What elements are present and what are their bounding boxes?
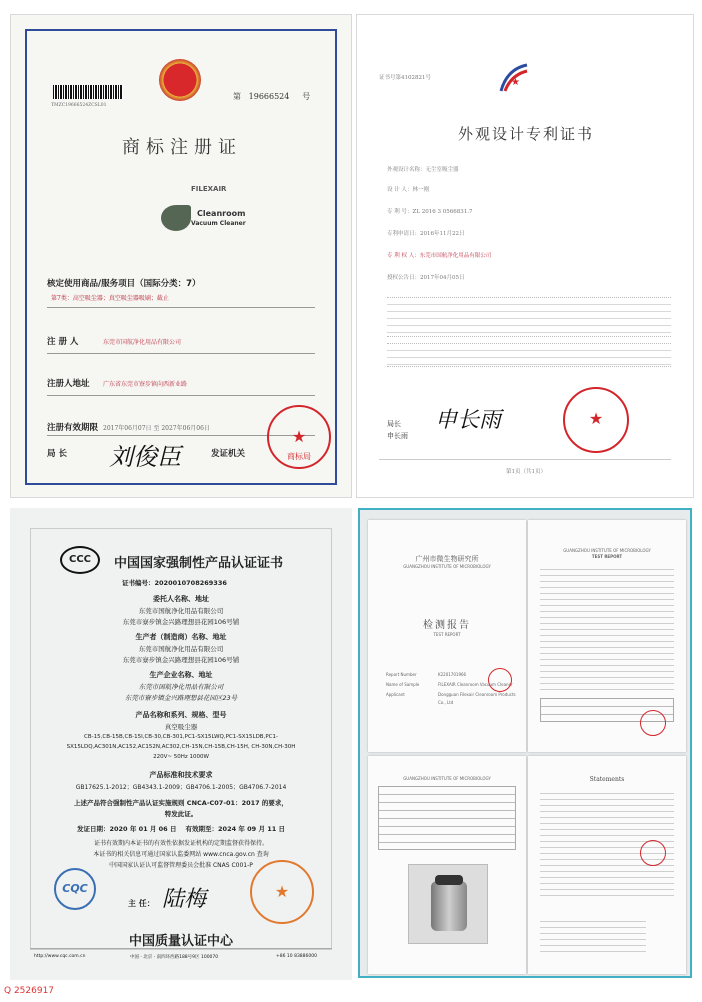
institute-name-cn: 广州市微生物研究所 [415, 555, 479, 563]
cert-number-row [122, 578, 227, 587]
rule-line-1: 上述产品符合强制性产品认证实施规则 CNCA-C07-01：2017 的要求， [74, 799, 288, 807]
patent-body-text [387, 343, 671, 367]
goods-label: 核定使用商品/服务项目（国际分类：7） [47, 279, 201, 289]
patent-office-logo-icon [497, 61, 531, 95]
watermark-text: Q 2526917 [4, 986, 55, 996]
registrant-label: 注 册 人 [47, 337, 79, 347]
rule-line-2: 特发此证。 [164, 810, 198, 818]
sample-name: FILEXAIR Cleanroom Vacuum Cleaner [438, 682, 513, 687]
divider [379, 459, 671, 460]
expiry-date: 有效期至：2024 年 09 月 11 日 [185, 825, 286, 833]
divider [47, 353, 315, 354]
director-signature: 陆梅 [162, 887, 207, 912]
brand-logo-icon [161, 205, 191, 231]
seal-star-icon: ★ [291, 427, 307, 446]
sign-label-2: 申长雨 [387, 432, 408, 440]
issuer-label: 发证机关 [211, 449, 246, 459]
cqc-center-name: 中国质量认证中心 [128, 934, 233, 949]
red-seal-icon [640, 840, 666, 866]
design-name: 外观设计名称：无尘室吸尘器 [387, 167, 459, 173]
address-label: 注册人地址 [47, 379, 90, 389]
report-title-cn: 检测报告 [423, 620, 471, 631]
sign-label-1: 局长 [387, 420, 401, 428]
patent-title: 外观设计专利证书 [457, 125, 594, 143]
product-heading: 产品名称和系列、规格、型号 [135, 711, 227, 719]
seal-star-icon: ★ [274, 882, 290, 901]
footer-address: 中国 · 北京 · 南四环西路188号9区 100070 [130, 955, 219, 960]
page-header: GUANGZHOU INSTITUTE OF MICROBIOLOGY [563, 548, 651, 553]
report-title-en: TEST REPORT [433, 632, 461, 637]
director-label: 局 长 [47, 449, 67, 459]
cert-number: 2020010708269336 [154, 579, 227, 587]
issue-date: 发证日期：2020 年 01 月 06 日 [76, 825, 177, 833]
ccc-title: 中国国家强制性产品认证证书 [114, 556, 284, 571]
footer-phone: +86 10 83886000 [276, 954, 317, 959]
report-text-lines [540, 564, 674, 694]
client-heading: 委托人名称、地址 [153, 595, 209, 603]
brand-logo-top: FILEXAIR [191, 185, 227, 193]
client-name: 东莞市国航净化用品有限公司 [138, 607, 224, 615]
standard-heading: 产品标准和技术要求 [149, 771, 213, 779]
director-signature: 刘俊臣 [109, 443, 181, 471]
ccc-certificate [10, 508, 352, 980]
valid-label: 注册有效期限 [47, 423, 99, 433]
report-sample-page [368, 756, 526, 974]
institute-name-en: GUANGZHOU INSTITUTE OF MICROBIOLOGY [403, 564, 491, 569]
sample-label: Name of Sample [386, 682, 420, 687]
svg-text:★: ★ [511, 77, 520, 88]
approval-note: 中国国家认证认可监督管理委员会批准 CNAS C001-P [109, 862, 253, 869]
divider [30, 948, 332, 949]
patent-number: 专 利 号：ZL 2016 3 0566831.7 [387, 209, 473, 215]
vacuum-cleaner-image [431, 881, 467, 931]
applicant-line-2: Co., Ltd [438, 700, 454, 705]
report-number: K2201701966 [438, 672, 467, 677]
director-label: 主 任： [128, 899, 155, 908]
application-date: 专利申请日：2016年11月22日 [387, 231, 465, 237]
applicant-label: Applicant [386, 692, 405, 697]
registrant-value: 东莞市国航净化用品有限公司 [103, 339, 182, 346]
statements-title: Statements [589, 776, 625, 783]
sample-photo [408, 864, 488, 944]
grant-date: 授权公告日：2017年04月05日 [387, 275, 465, 281]
divider [47, 395, 315, 396]
issue-dates [10, 824, 352, 833]
red-seal-icon [640, 710, 666, 736]
sample-info-table [378, 786, 516, 850]
report-number-label: Report Number [386, 672, 417, 677]
factory-address: 东莞市寮步镇金兴路理想县花园区23号 [124, 694, 238, 702]
client-address: 东莞市寮步镇金兴路理想县花园106号铺 [122, 618, 240, 626]
patent-body-text [387, 297, 671, 337]
brand-logo-line1: Cleanroom [197, 209, 246, 218]
registration-number: 第 19666524 号 [233, 92, 311, 101]
manufacturer-address: 东莞市寮步镇金兴路理想县花园106号铺 [122, 656, 240, 664]
patent-cert-number: 证书号第4102821号 [379, 75, 431, 81]
report-cover-page [368, 520, 526, 752]
standard-list: GB17625.1-2012；GB4343.1-2009；GB4706.1-2005；GB4706.7-2014 [75, 784, 287, 791]
designer: 设 计 人：林一刚 [387, 187, 429, 193]
seal-text: 商标局 [287, 452, 311, 461]
manufacturer-name: 东莞市国航净化用品有限公司 [138, 645, 224, 653]
product-rating: 220V~ 50Hz 1000W [153, 754, 209, 760]
national-emblem-icon [159, 59, 201, 101]
page-title: TEST REPORT [591, 554, 623, 559]
goods-value: 第7类：高空吸尘器；真空吸尘器吸刷；截止 [51, 295, 169, 302]
patent-signature: 申长雨 [435, 408, 502, 433]
report-data-page [528, 520, 686, 752]
page-header: GUANGZHOU INSTITUTE OF MICROBIOLOGY [403, 776, 491, 781]
trademark-certificate [10, 14, 352, 498]
footer-website: http://www.cqc.com.cn [34, 954, 86, 959]
cert-number-label: 证书编号： [122, 579, 155, 587]
test-report-collage [358, 508, 692, 978]
product-name: 真空吸尘器 [164, 723, 198, 731]
barcode [53, 85, 123, 99]
patentee: 专 利 权 人：东莞市国航净化用品有限公司 [387, 253, 492, 259]
factory-heading: 生产企业名称、地址 [149, 671, 213, 679]
barcode-text: TMZC19666524ZCSL01 [51, 103, 107, 108]
lookup-note: 本证书的相关信息可通过国家认监委网站 www.cnca.gov.cn 查询 [93, 851, 269, 858]
seal-star-icon: ★ [588, 409, 604, 428]
red-seal-icon [488, 668, 512, 692]
address-value: 广东省东莞市寮步镇向西新业路 [103, 381, 188, 388]
page-indicator: 第1页（共1页） [506, 469, 546, 475]
valid-value: 2017年06月07日 至 2027年06月06日 [103, 425, 210, 432]
product-models-2: SX15LDQ,AC301N,AC152,AC152N,AC302,CH-15N,CH-15B,CH-15H, CH-30N,CH-30H [66, 744, 296, 750]
report-statements-page [528, 756, 686, 974]
validity-note: 证书有效期内本证书的有效性依据发证机构的定期监督获得保持。 [93, 840, 268, 847]
brand-logo-line2: Vacuum Cleaner [191, 220, 246, 227]
vacuum-lid-image [435, 875, 463, 885]
applicant-line-1: Dongguan Filexair Cleanroom Products [438, 692, 516, 697]
cqc-logo-icon: CQC [54, 868, 96, 910]
manufacturer-heading: 生产者（制造商）名称、地址 [135, 633, 227, 641]
contact-text-lines [540, 916, 646, 956]
product-models-1: CB-15,CB-15B,CB-15I,CB-30,CB-301,PC1-SX15LWQ,PC1-SX15LDB,PC1- [84, 734, 278, 740]
certificate-title: 商标注册证 [122, 137, 242, 158]
divider [47, 307, 315, 308]
ccc-logo-icon: CCC [60, 546, 100, 574]
factory-name: 东莞市国航净化用品有限公司 [138, 683, 224, 691]
patent-certificate [356, 14, 694, 498]
